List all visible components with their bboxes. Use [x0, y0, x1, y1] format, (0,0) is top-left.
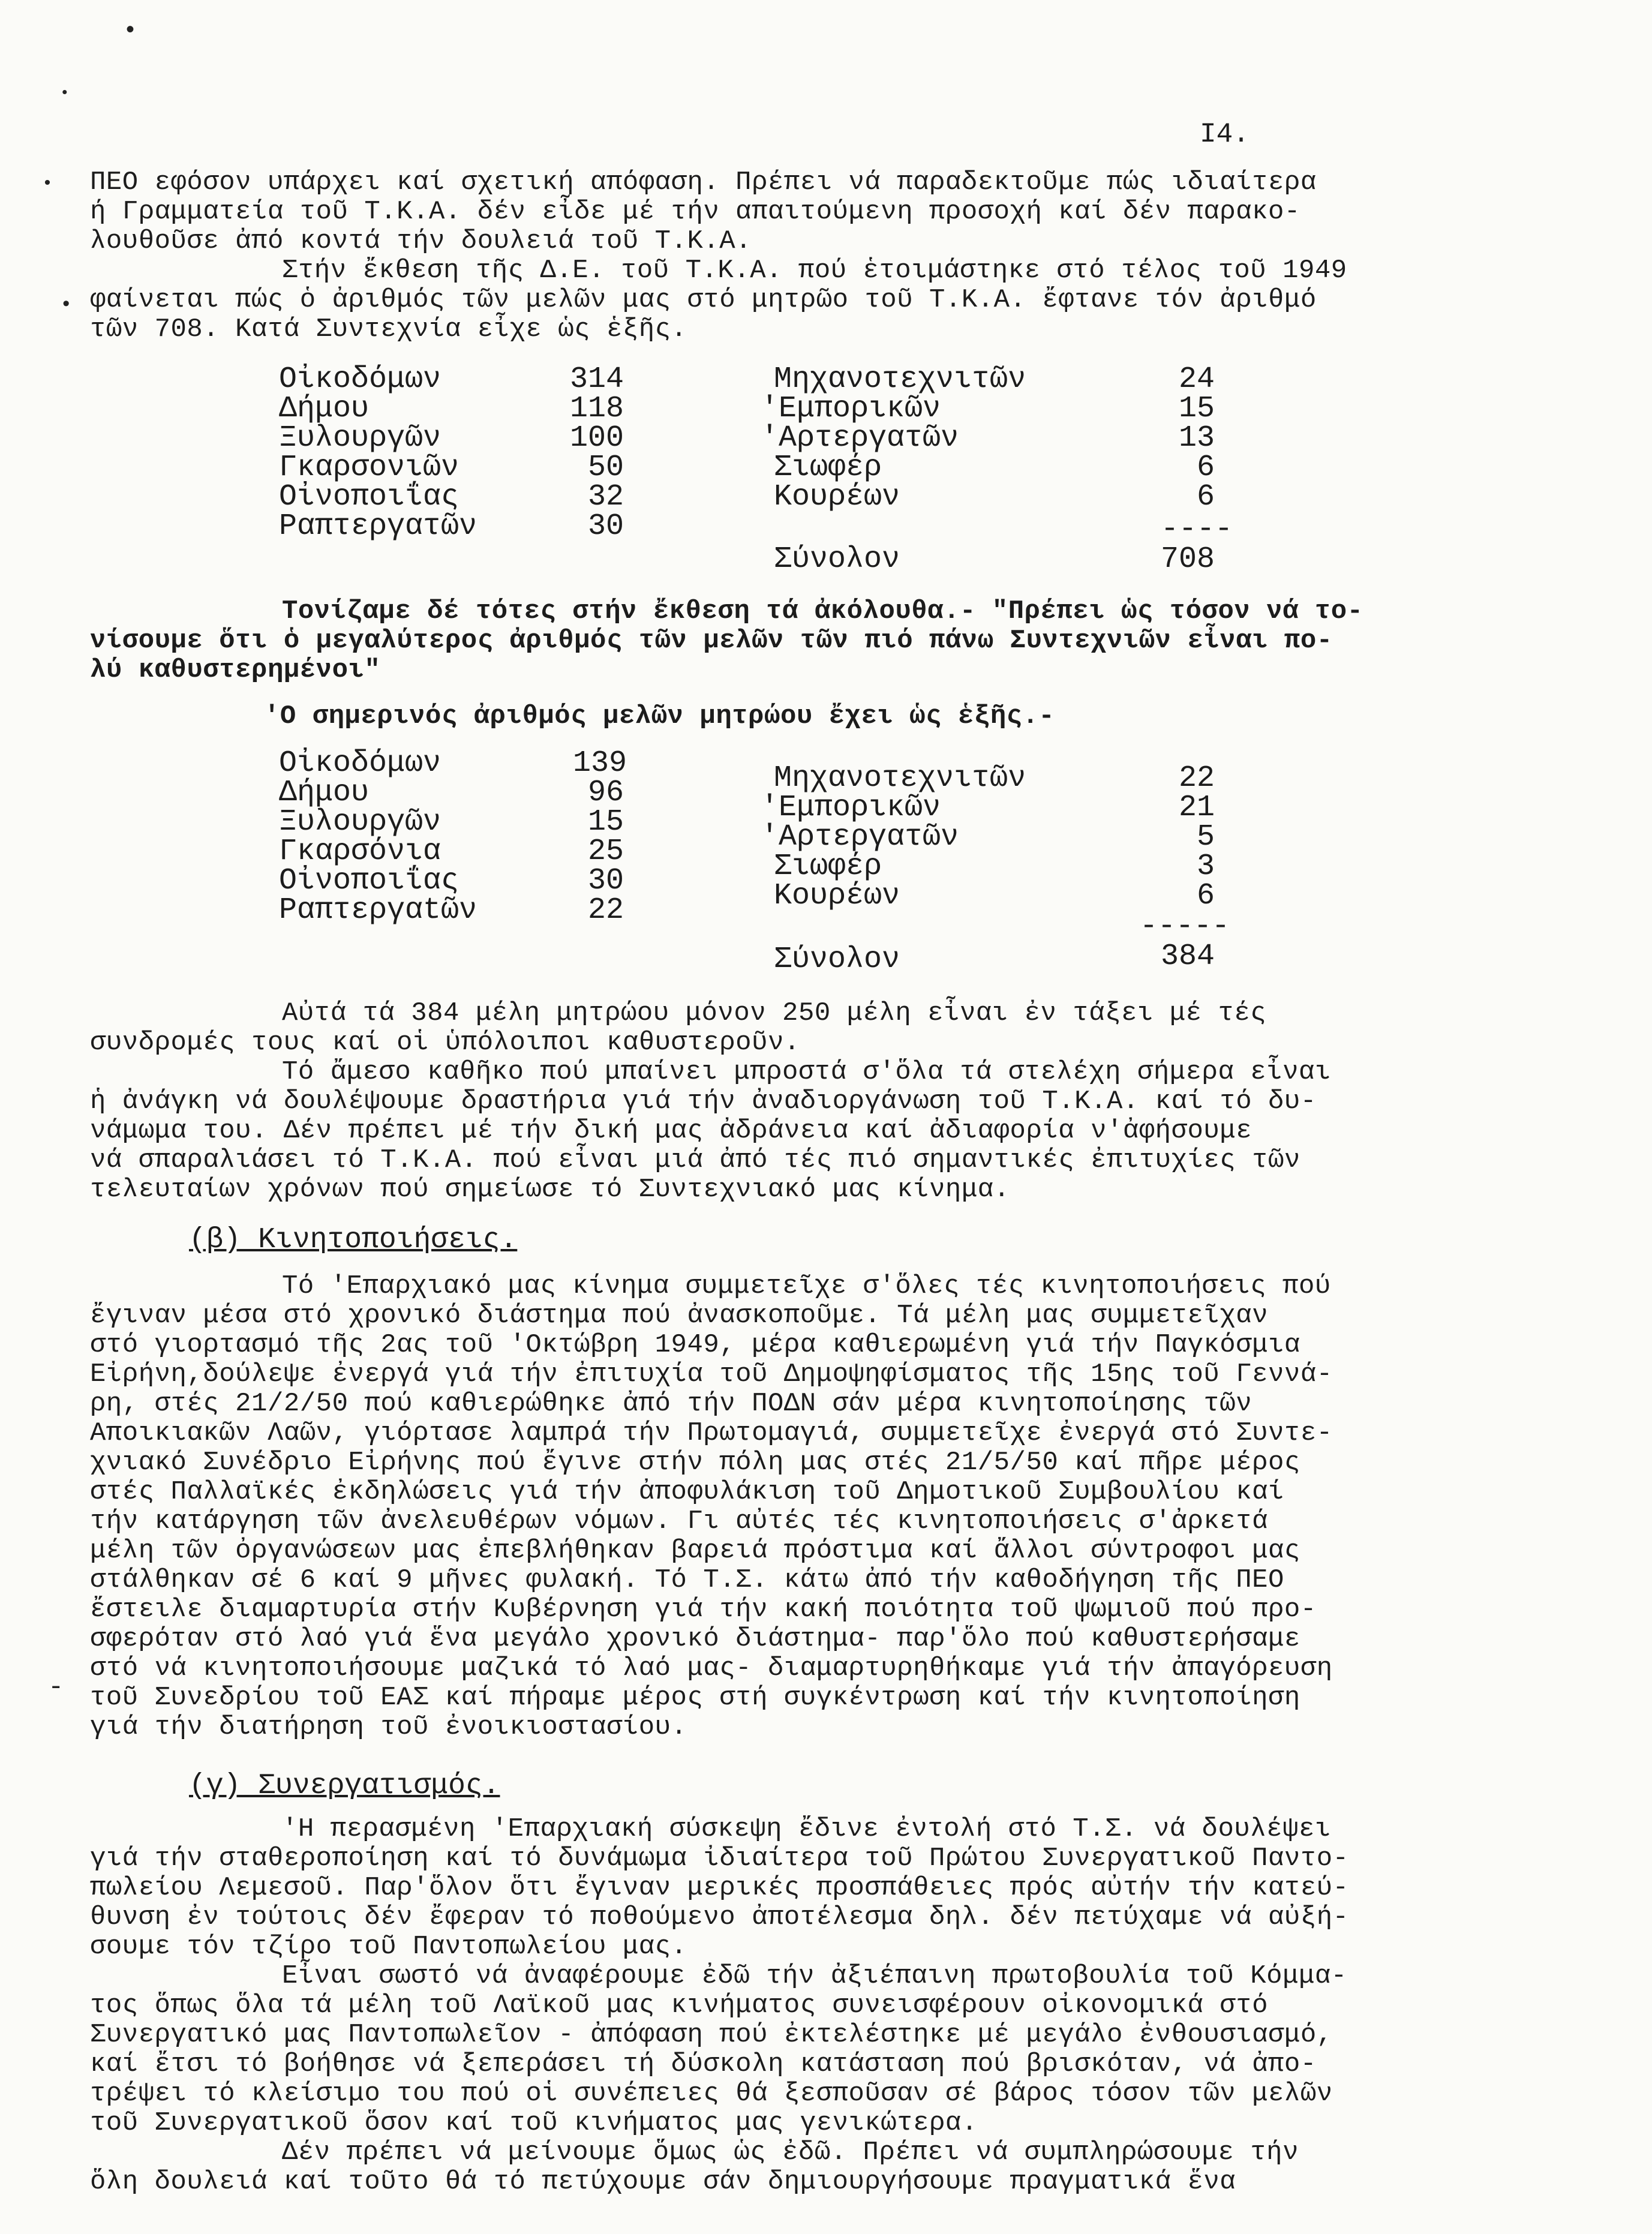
text-line: λύ καθυστερημένοι" — [90, 655, 381, 685]
table-row-value: 15 — [588, 805, 624, 839]
table-row-label: Ξυλουργῶν — [279, 421, 441, 455]
total-label: Σύνολον — [774, 942, 900, 977]
table-row-value: 139 — [573, 746, 627, 780]
table-row-value: 13 — [1179, 421, 1215, 455]
table-row-value: 15 — [1179, 392, 1215, 426]
text-line: Τονίζαμε δέ τότες στήν ἔκθεση τά ἀκόλουθα.- "Πρέπει ὡς τόσον νά το- — [282, 596, 1363, 626]
table-row-label: 'Αρτεργατῶν — [761, 421, 959, 455]
text-line: τελευταίων χρόνων πού σημείωσε τό Συντεχνιακό μας κίνημα. — [90, 1175, 1010, 1205]
text-line: καί ἔτσι τό βοήθησε νά ξεπεράσει τή δύσκολη κατάσταση πού βρισκόταν, νά ἀπο- — [90, 2049, 1317, 2079]
text-line: τοῦ Συνεργατικοῦ ὅσον καί τοῦ κινήματος μας γενικώτερα. — [90, 2108, 978, 2138]
text-line: τῶν 708. Κατά Συντεχνία εἶχε ὡς ἑξῆς. — [90, 314, 687, 344]
text-line: στό νά κινητοποιήσουμε μαζικά τό λαό μας- διαμαρτυρηθήκαμε γιά τήν ἀπαγόρευση — [90, 1653, 1333, 1683]
table-row-label: Οἰνοποιΐας — [279, 480, 459, 514]
table-row-value: 3 — [1197, 849, 1215, 884]
text-line: συνδρομές τους καί οἱ ὑπόλοιποι καθυστεροῦν. — [90, 1028, 800, 1058]
table-row-label: 'Αρτεργατῶν — [761, 820, 959, 854]
text-line: σουμε τόν τζίρο τοῦ Παντοπωλείου μας. — [90, 1932, 687, 1962]
text-line: ΠΕΟ εφόσον υπάρχει καί σχετική απόφαση. Πρέπει νά παραδεκτοῦμε πώς ιδιαίτερα — [90, 167, 1317, 197]
section-heading-c: (γ) Συνεργατισμός. — [189, 1770, 500, 1802]
table-row-label: Μηχανοτεχνιτῶν — [774, 761, 1026, 795]
table-row-value: 96 — [588, 776, 624, 810]
table-row-label: Κουρέων — [774, 879, 900, 913]
text-line: ἡ ἀνάγκη νά δουλέψουμε δραστήρια γιά τήν ἀναδιοργάνωση τοῦ Τ.Κ.Α. καί τό δυ- — [90, 1086, 1317, 1116]
table-row-value: 118 — [570, 392, 624, 426]
text-line: μέλη τῶν ὀργανώσεων μας ἐπεβλήθηκαν βαρειά πρόστιμα καί ἄλλοι σύντροφοι μας — [90, 1536, 1300, 1566]
text-line: Εἰρήνη,δούλεψε ἐνεργά γιά τήν ἐπιτυχία τοῦ Δημοψηφίσματος τῆς 15ης τοῦ Γεννά- — [90, 1359, 1333, 1389]
text-line: πωλείου Λεμεσοῦ. Παρ'ὅλον ὅτι ἔγιναν μερικές προσπάθειες πρός αὐτήν τήν κατεύ- — [90, 1873, 1349, 1903]
table-row-value: 22 — [1179, 761, 1215, 795]
text-line: σφερόταν στό λαό γιά ἕνα μεγάλο χρονικό διάστημα- παρ'ὅλο πού καθυστερήσαμε — [90, 1624, 1300, 1654]
table-row-value: 21 — [1179, 791, 1215, 825]
table-row-value: 5 — [1197, 820, 1215, 854]
total-label: Σύνολον — [774, 542, 900, 576]
table-row-label: Σιωφέρ — [774, 451, 882, 485]
text-line: Συνεργατικό μας Παντοπωλεῖον - ἀπόφαση πού ἐκτελέστηκε μέ μεγάλο ἐνθουσιασμό, — [90, 2020, 1333, 2050]
text-line: φαίνεται πώς ὁ ἀριθμός τῶν μελῶν μας στό μητρῶο τοῦ Τ.Κ.Α. ἔφτανε τόν ἀριθμό — [90, 285, 1317, 315]
table-row-label: Γκαρσόνια — [279, 834, 441, 869]
table-row-label: Ραπτεργατῶν — [279, 509, 477, 544]
section-heading-b: (β) Κινητοποιήσεις. — [189, 1224, 518, 1256]
text-line: Στήν ἔκθεση τῆς Δ.Ε. τοῦ Τ.Κ.Α. πού ἑτοιμάστηκε στό τέλος τοῦ 1949 — [282, 256, 1347, 286]
table-row-value: 6 — [1197, 480, 1215, 514]
table-row-value: 22 — [588, 893, 624, 927]
text-line: τρέψει τό κλείσιμο του πού οἱ συνέπειες θά ξεσποῦσαν σέ βάρος τόσον τῶν μελῶν — [90, 2079, 1333, 2109]
table-row-label: Οἰκοδόμων — [279, 746, 441, 780]
text-line: στάλθηκαν σέ 6 καί 9 μῆνες φυλακή. Τό Τ.Σ. κάτω ἀπό τήν καθοδήγηση τῆς ΠΕΟ — [90, 1565, 1284, 1595]
text-line: νίσουμε ὅτι ὁ μεγαλύτερος ἀριθμός τῶν μελῶν τῶν πιό πάνω Συντεχνιῶν εἶναι πο- — [90, 626, 1333, 656]
text-line: Αὐτά τά 384 μέλη μητρώου μόνον 250 μέλη εἶναι ἐν τάξει μέ τές — [282, 998, 1267, 1028]
table-row-label: Ραπτεργαtῶν — [279, 893, 477, 927]
text-line: 'Ο σημερινός ἀριθμός μελῶν μητρώου ἔχει ὡς ἑξῆς.- — [264, 701, 1055, 731]
table-row-label: Δήμου — [279, 392, 370, 426]
text-line: ἔγιναν μέσα στό χρονικό διάστημα πού ἀνασκοποῦμε. Τά μέλη μας συμμετεῖχαν — [90, 1301, 1269, 1331]
margin-mark: • — [42, 174, 53, 194]
table-row-value: 50 — [588, 451, 624, 485]
table-row-label: Κουρέων — [774, 480, 900, 514]
text-line: Τό 'Επαρχιακό μας κίνημα συμμετεῖχε σ'ὅλες τές κινητοποιήσεις πού — [282, 1271, 1331, 1301]
text-line: τος ὅπως ὅλα τά μέλη τοῦ Λαϊκοῦ μας κινήματος συνεισφέρουν οἰκονομικά στό — [90, 1990, 1269, 2020]
text-line: Εἶναι σωστό νά ἀναφέρουμε ἐδῶ τήν ἀξιέπαινη πρωτοβουλία τοῦ Κόμμα- — [282, 1961, 1347, 1991]
total-value: 708 — [1161, 542, 1215, 576]
text-line: θυνση ἐν τούτοις δέν ἔφεραν τό ποθούμενο ἀποτέλεσμα δηλ. δέν πετύχαμε νά αὐξή- — [90, 1902, 1349, 1932]
page-number: I4. — [1200, 119, 1249, 150]
table-row-label: Μηχανοτεχνιτῶν — [774, 362, 1026, 397]
table-row-value: 6 — [1197, 451, 1215, 485]
text-line: γιά τήν διατήρηση τοῦ ἐνοικιοστασίου. — [90, 1712, 687, 1742]
table-row-label: Οἰκοδόμων — [279, 362, 441, 397]
table-row-label: 'Εμπορικῶν — [761, 791, 941, 825]
stray-mark: • — [123, 18, 138, 45]
text-line: χνιακό Συνέδριο Εἰρήνης πού ἔγινε στήν πόλη μας στές 21/5/50 καί πῆρε μέρος — [90, 1448, 1300, 1478]
total-rule: ---- — [1161, 512, 1233, 547]
table-row-label: Οἰνοποιΐας — [279, 864, 459, 898]
margin-mark: • — [60, 294, 73, 317]
total-value: 384 — [1161, 939, 1215, 974]
text-line: 'Η περασμένη 'Επαρχιακή σύσκεψη ἔδινε ἐντολή στό Τ.Σ. νά δουλέψει — [282, 1814, 1331, 1844]
text-line: ή Γραμματεία τοῦ Τ.Κ.Α. δέν εἶδε μέ τήν απαιτούμενη προσοχή καί δέν παρακο- — [90, 197, 1300, 227]
margin-mark: - — [48, 1673, 64, 1702]
table-row-value: 314 — [570, 362, 624, 397]
table-row-label: Σιωφέρ — [774, 849, 882, 884]
text-line: Τό ἄμεσο καθῆκο πού μπαίνει μπροστά σ'ὅλα τά στελέχη σήμερα εἶναι — [282, 1057, 1331, 1087]
table-row-value: 100 — [570, 421, 624, 455]
text-line: στές Παλλαϊκές ἐκδηλώσεις γιά τήν ἀποφυλάκιση τοῦ Δημοτικοῦ Συμβουλίου καί — [90, 1477, 1284, 1507]
text-line: ὅλη δουλειά καί τοῦτο θά τό πετύχουμε σάν δημιουργήσουμε πραγματικά ἕνα — [90, 2167, 1236, 2197]
text-line: νά σπαραλιάσει τό Τ.Κ.Α. πού εἶναι μιά ἀπό τές πιό σημαντικές ἐπιτυχίες τῶν — [90, 1145, 1300, 1175]
table-row-label: Γκαρσονιῶν — [279, 451, 459, 485]
table-row-value: 32 — [588, 480, 624, 514]
text-line: στό γιορτασμό τῆς 2ας τοῦ 'Οκτώβρη 1949, μέρα καθιερωμένη γιά τήν Παγκόσμια — [90, 1330, 1300, 1360]
text-line: γιά τήν σταθεροποίηση καί τό δυνάμωμα ἰδιαίτερα τοῦ Πρώτου Συνεργατικοῦ Παντο- — [90, 1843, 1349, 1873]
text-line: Δέν πρέπει νά μείνουμε ὅμως ὡς ἐδῶ. Πρέπει νά συμπληρώσουμε τήν — [282, 2137, 1299, 2167]
stray-mark: • — [60, 84, 70, 102]
table-row-value: 6 — [1197, 879, 1215, 913]
text-line: λουθοῦσε ἀπό κοντά τήν δουλειά τοῦ Τ.Κ.Α. — [90, 226, 752, 256]
table-row-label: Ξυλουργῶν — [279, 805, 441, 839]
text-line: τήν κατάργηση τῶν ἀνελευθέρων νόμων. Γι αὐτές τές κινητοποιήσεις σ'ἀρκετά — [90, 1506, 1269, 1536]
table-row-value: 24 — [1179, 362, 1215, 397]
text-line: Αποικιακῶν Λαῶν, γιόρτασε λαμπρά τήν Πρωτομαγιά, συμμετεῖχε ἐνεργά στό Συντε- — [90, 1418, 1333, 1448]
table-row-value: 30 — [588, 864, 624, 898]
text-line: νάμωμα του. Δέν πρέπει μέ τήν δική μας ἀδράνεια καί ἀδιαφορία ν'ἀφήσουμε — [90, 1116, 1252, 1146]
table-row-label: Δήμου — [279, 776, 370, 810]
table-row-value: 30 — [588, 509, 624, 544]
table-row-label: 'Εμπορικῶν — [761, 392, 941, 426]
text-line: ρη, στές 21/2/50 πού καθιερώθηκε ἀπό τήν ΠΟΔΝ σάν μέρα κινητοποίησης τῶν — [90, 1389, 1252, 1419]
total-rule: ----- — [1140, 909, 1230, 944]
text-line: τοῦ Συνεδρίου τοῦ ΕΑΣ καί πήραμε μέρος στή συγκέντρωση καί τήν κινητοποίηση — [90, 1683, 1300, 1713]
table-row-value: 25 — [588, 834, 624, 869]
text-line: ἔστειλε διαμαρτυρία στήν Κυβέρνηση γιά τήν κακή ποιότητα τοῦ ψωμιοῦ πού προ- — [90, 1595, 1317, 1625]
